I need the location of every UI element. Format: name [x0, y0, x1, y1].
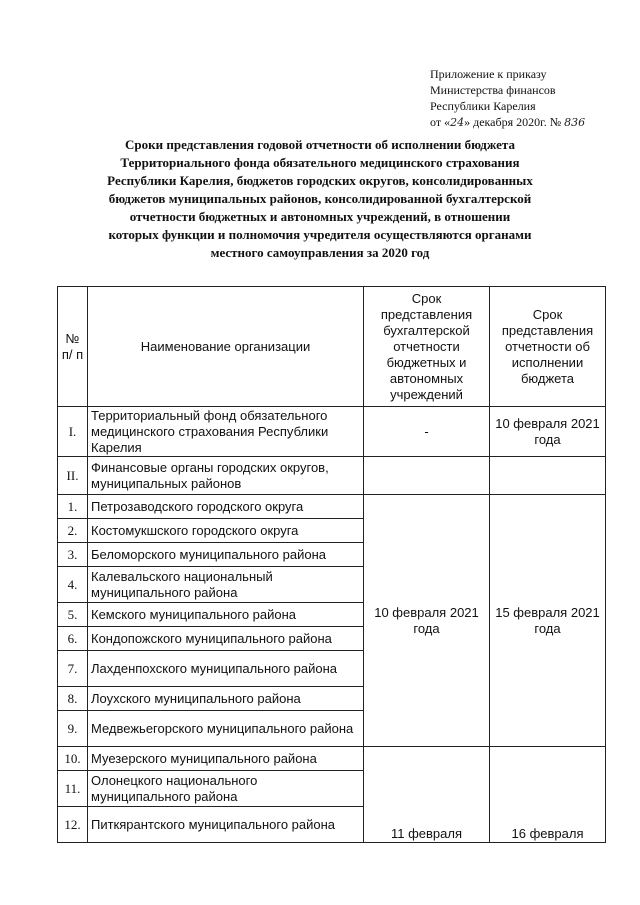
table-row — [58, 457, 606, 495]
row-budget-deadline: 10 февраля 2021 года — [490, 407, 606, 457]
row-accounting-deadline: - — [364, 407, 490, 457]
row-name: Финансовые органы городских округов, муниципальных районов — [88, 457, 364, 495]
row-num: 2. — [58, 519, 88, 543]
header-accounting-deadline: Срок представления бухгалтерской отчетности бюджетных и автономных учреждений — [364, 287, 490, 407]
appendix-date-line — [430, 114, 630, 131]
row-name: Лахденпохского муниципального района — [88, 651, 364, 687]
row-num: II. — [58, 457, 88, 495]
title-line: которых функции и полномочия учредителя осуществляются органами — [108, 227, 532, 242]
handwritten-day: 24 — [450, 116, 465, 129]
appendix-middle: » декабря 2020г. № — [464, 115, 562, 129]
header-num: № п/ п — [58, 287, 88, 407]
row-name: Петрозаводского городского округа — [88, 495, 364, 519]
header-name: Наименование организации — [88, 287, 364, 407]
row-num: 4. — [58, 567, 88, 603]
title-line: местного самоуправления за 2020 год — [210, 245, 430, 260]
group1-accounting-deadline: 10 февраля 2021 года — [364, 495, 490, 747]
deadlines-table — [57, 286, 606, 843]
group2-budget-deadline: 16 февраля — [490, 747, 606, 843]
row-name: Кондопожского муниципального района — [88, 627, 364, 651]
document-title — [80, 136, 560, 262]
row-name: Кемского муниципального района — [88, 603, 364, 627]
group2-accounting-deadline: 11 февраля — [364, 747, 490, 843]
appendix-line: Республики Карелия — [430, 99, 536, 113]
title-line: Территориального фонда обязательного медицинского страхования — [120, 155, 520, 170]
row-num: 5. — [58, 603, 88, 627]
empty-cell — [364, 457, 490, 495]
row-num: 7. — [58, 651, 88, 687]
row-name: Беломорского муниципального района — [88, 543, 364, 567]
empty-cell — [490, 457, 606, 495]
row-name: Костомукшского городского округа — [88, 519, 364, 543]
table-row — [58, 495, 606, 519]
row-num: 8. — [58, 687, 88, 711]
row-num: I. — [58, 407, 88, 457]
appendix-prefix: от « — [430, 115, 451, 129]
row-num: 6. — [58, 627, 88, 651]
table-header-row — [58, 287, 606, 407]
table-row — [58, 747, 606, 771]
row-num: 12. — [58, 807, 88, 843]
row-name: Муезерского муниципального района — [88, 747, 364, 771]
row-num: 9. — [58, 711, 88, 747]
appendix-block — [430, 66, 630, 131]
title-line: Республики Карелия, бюджетов городских округов, консолидированных — [107, 173, 533, 188]
title-line: отчетности бюджетных и автономных учреждений, в отношении — [129, 209, 511, 224]
row-name: Олонецкого национального муниципального района — [88, 771, 364, 807]
row-name: Калевальского национальный муниципального района — [88, 567, 364, 603]
title-line: Сроки представления годовой отчетности об исполнении бюджета — [125, 137, 515, 152]
row-num: 3. — [58, 543, 88, 567]
header-budget-deadline: Срок представления отчетности об исполнении бюджета — [490, 287, 606, 407]
row-num: 10. — [58, 747, 88, 771]
row-name: Территориальный фонд обязательного медицинского страхования Республики Карелия — [88, 407, 364, 457]
row-name: Лоухского муниципального района — [88, 687, 364, 711]
row-num: 1. — [58, 495, 88, 519]
appendix-line: Министерства финансов — [430, 83, 556, 97]
table-row — [58, 407, 606, 457]
title-line: бюджетов муниципальных районов, консолидированной бухгалтерской — [108, 191, 532, 206]
appendix-line: Приложение к приказу — [430, 67, 547, 81]
row-name: Медвежьегорского муниципального района — [88, 711, 364, 747]
row-num: 11. — [58, 771, 88, 807]
handwritten-order-number: 836 — [564, 116, 586, 129]
group1-budget-deadline: 15 февраля 2021 года — [490, 495, 606, 747]
row-name: Питкярантского муниципального района — [88, 807, 364, 843]
